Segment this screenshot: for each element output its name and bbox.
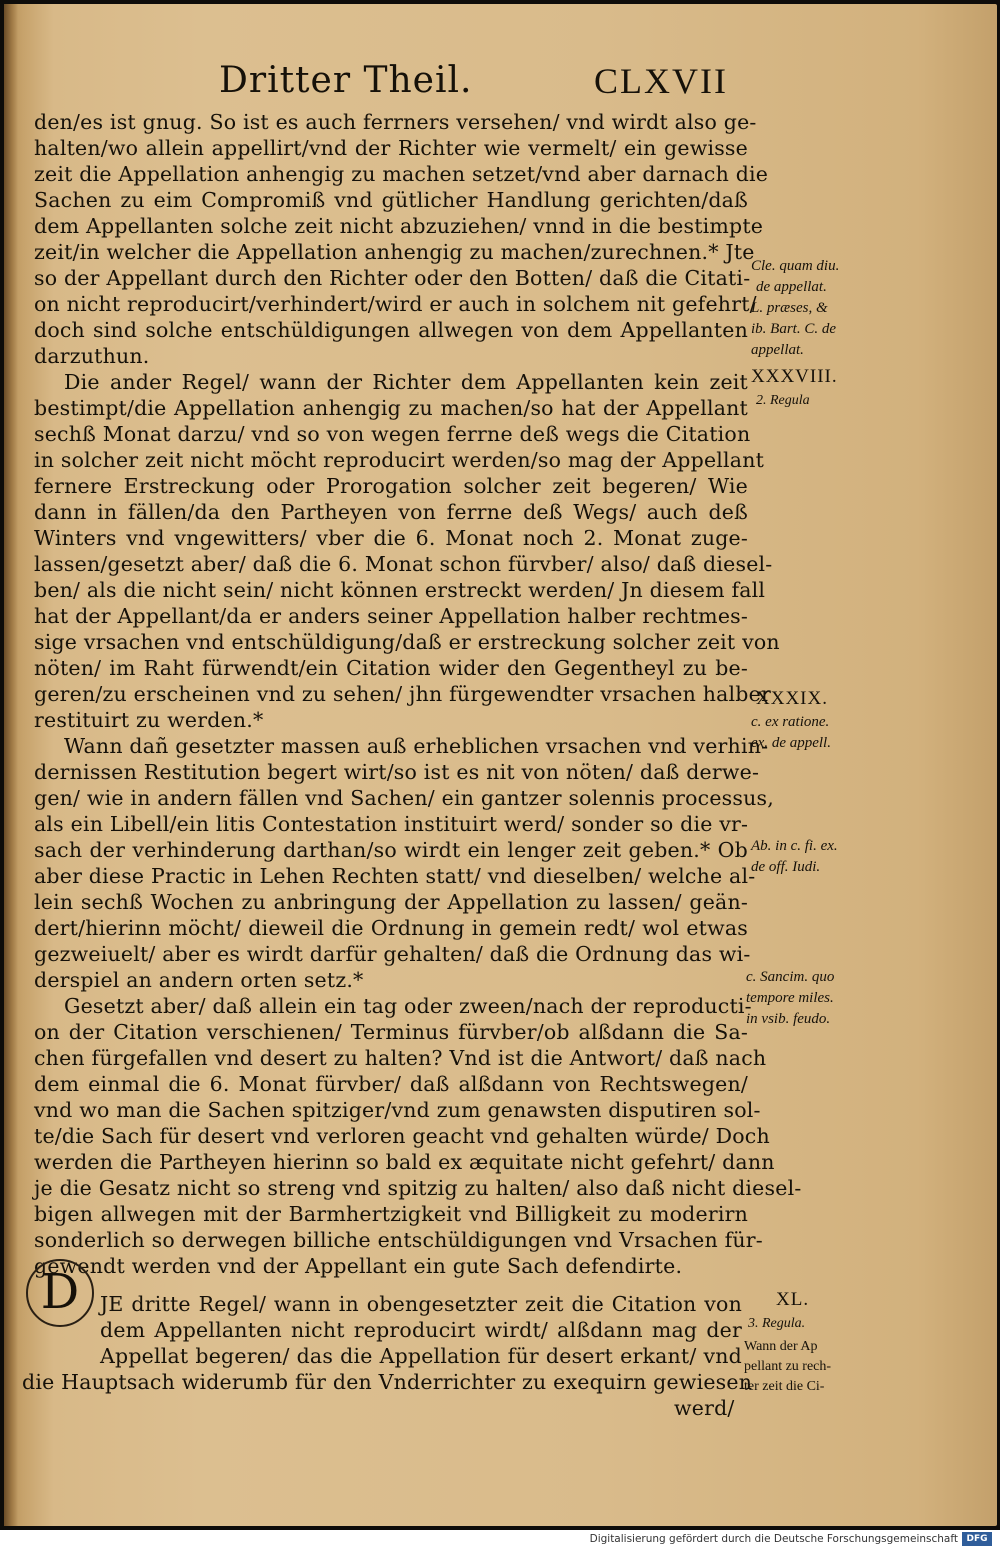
body-line: als ein Libell/ein litis Contestation instituirt werd/ sonder so die vr- <box>34 812 749 836</box>
body-line: dann in fällen/da den Partheyen von ferrne deß Wegs/ auch deß <box>34 500 748 524</box>
running-title: Dritter Theil. <box>219 60 473 101</box>
margin-rule-label: 2. Regula <box>756 393 810 408</box>
body-line: Sachen zu eim Compromiß vnd gütlicher Handlung gerichten/daß <box>34 188 748 212</box>
body-line: gezweiuelt/ aber es wirdt darfür gehalten/ daß die Ordnung das wi- <box>34 942 751 966</box>
body-line: ben/ als die nicht sein/ nicht können erstreckt werden/ Jn diesem fall <box>34 578 766 602</box>
body-line: zeit/in welcher die Appellation anhengig zu machen/zurechnen.* Jte <box>34 240 755 264</box>
body-line: Wann dañ gesetzter massen auß erheblichen vrsachen vnd verhin- <box>64 734 769 758</box>
body-line: fernere Erstreckung oder Prorogation solcher zeit begeren/ Wie <box>34 474 748 498</box>
margin-note: c. Sancim. quo <box>746 969 835 985</box>
body-line: aber diese Practic in Lehen Rechten statt/ vnd dieselben/ welche al- <box>34 864 756 888</box>
body-line: bigen allwegen mit der Barmhertzigkeit vnd Billigkeit zu moderirn <box>34 1202 748 1226</box>
body-line: vnd wo man die Sachen spitziger/vnd zum genawsten disputiren sol- <box>34 1098 761 1122</box>
body-line: gen/ wie in andern fällen vnd Sachen/ ein gantzer solennis processus, <box>34 786 774 810</box>
body-line: sonderlich so derwegen billiche entschüldigungen vnd Vrsachen für- <box>34 1228 763 1252</box>
body-line: Winters vnd vngewitters/ vber die 6. Monat noch 2. Monat zuge- <box>34 526 748 550</box>
body-line: darzuthun. <box>34 344 150 368</box>
footer-bar <box>0 1530 1000 1549</box>
margin-note: in vsib. feudo. <box>746 1011 831 1027</box>
rule-line: Appellat begeren/ das die Appellation für desert erkant/ vnd <box>100 1344 742 1368</box>
margin-note: c. ex ratione. <box>751 714 830 730</box>
body-line: den/es ist gnug. So ist es auch ferrners versehen/ vnd wirdt also ge- <box>34 110 757 134</box>
body-line: dert/hierinn möcht/ dieweil die Ordnung in gemein redt/ wol etwas <box>34 916 748 940</box>
body-line: werden die Partheyen hierinn so bald ex æquitate nicht gefehrt/ dann <box>34 1150 775 1174</box>
body-line: on nicht reproducirt/verhindert/wird er auch in solchem nit gefehrt/ <box>34 292 757 316</box>
paper-page <box>4 4 997 1526</box>
margin-note: ib. Bart. C. de <box>751 321 836 337</box>
body-line: on der Citation verschienen/ Terminus fürvber/ob alßdann die Sa- <box>34 1020 748 1044</box>
margin-section-number: XXXIX. <box>756 688 828 709</box>
body-line: lein sechß Wochen zu anbringung der Appellation zu lassen/ geän- <box>34 890 748 914</box>
body-line: Gesetzt aber/ daß allein ein tag oder zween/nach der reproducti- <box>64 994 752 1018</box>
rule-line: werd/ <box>674 1396 735 1420</box>
rule-line: die Hauptsach widerumb für den Vnderrichter zu exequirn gewiesen <box>22 1370 753 1394</box>
body-line: sach der verhinderung darthan/so wirdt ein lenger zeit geben.* Ob <box>34 838 748 862</box>
body-line: Die ander Regel/ wann der Richter dem Appellanten kein zeit <box>64 370 748 394</box>
margin-note: ter zeit die Ci- <box>744 1379 825 1394</box>
body-line: gewendt werden vnd der Appellant ein gute Sach defendirte. <box>34 1254 683 1278</box>
margin-note: de appellat. <box>756 279 827 295</box>
body-line: zeit die Appellation anhengig zu machen setzet/vnd aber darnach die <box>34 162 769 186</box>
body-line: hat der Appellant/da er anders seiner Appellation halber rechtmes- <box>34 604 748 628</box>
margin-note: Cle. quam diu. <box>751 258 840 274</box>
body-line: halten/wo allein appellirt/vnd der Richter wie vermelt/ ein gewisse <box>34 136 748 160</box>
body-line: so der Appellant durch den Richter oder den Botten/ daß die Citati- <box>34 266 751 290</box>
margin-note: Wann der Ap <box>744 1339 818 1354</box>
body-line: sechß Monat darzu/ vnd so von wegen ferrne deß wegs die Citation <box>34 422 751 446</box>
margin-note: Ab. in c. fi. ex. <box>751 838 838 854</box>
body-line: je die Gesatz nicht so streng vnd spitzig zu halten/ also daß nicht diesel- <box>34 1176 802 1200</box>
body-line: nöten/ im Raht fürwendt/ein Citation wider den Gegentheyl zu be- <box>34 656 748 680</box>
body-line: bestimpt/die Appellation anhengig zu machen/so hat der Appellant <box>34 396 748 420</box>
page-binding-edge <box>4 4 18 1526</box>
margin-note: de off. Iudi. <box>751 859 821 875</box>
body-line: geren/zu erscheinen vnd zu sehen/ jhn fürgewendter vrsachen halber <box>34 682 771 706</box>
body-line: lassen/gesetzt aber/ daß die 6. Monat schon fürvber/ also/ daß diesel- <box>34 552 773 576</box>
margin-section-number: XL. <box>776 1289 810 1310</box>
body-line: doch sind solche entschüldigungen allwegen von dem Appellanten <box>34 318 748 342</box>
decorated-initial-letter: D <box>26 1259 94 1327</box>
folio-number: CLXVII <box>594 61 728 101</box>
margin-note: pellant zu rech- <box>744 1359 832 1374</box>
body-line: derspiel an andern orten setz.* <box>34 968 364 992</box>
margin-note: L. præses, & <box>751 300 828 316</box>
margin-note: ex. de appell. <box>751 735 831 751</box>
margin-rule-label: 3. Regula. <box>748 1316 806 1331</box>
body-line: in solcher zeit nicht möcht reproducirt werden/so mag der Appellant <box>34 448 765 472</box>
footer-credit: Digitalisierung gefördert durch die Deutsche Forschungsgemeinschaft <box>589 1533 958 1545</box>
body-line: dernissen Restitution begert wirt/so ist es nit von nöten/ daß derwe- <box>34 760 760 784</box>
margin-note: appellat. <box>751 342 804 358</box>
body-line: dem einmal die 6. Monat fürvber/ daß alßdann von Rechtswegen/ <box>34 1072 748 1096</box>
dfg-logo-icon: DFG <box>962 1532 992 1546</box>
body-line: dem Appellanten solche zeit nicht abzuziehen/ vnnd in die bestimpte <box>34 214 764 238</box>
margin-note: tempore miles. <box>746 990 834 1006</box>
margin-section-number: XXXVIII. <box>751 366 838 387</box>
rule-line: dem Appellanten nicht reproducirt wirdt/ alßdann mag der <box>100 1318 742 1342</box>
body-line: te/die Sach für desert vnd verloren geacht vnd gehalten würde/ Doch <box>34 1124 770 1148</box>
body-line: sige vrsachen vnd entschüldigung/daß er erstreckung solcher zeit von <box>34 630 780 654</box>
body-line: chen fürgefallen vnd desert zu halten? Vnd ist die Antwort/ daß nach <box>34 1046 767 1070</box>
body-line: restituirt zu werden.* <box>34 708 264 732</box>
rule-line: JE dritte Regel/ wann in obengesetzter zeit die Citation von <box>100 1292 742 1316</box>
